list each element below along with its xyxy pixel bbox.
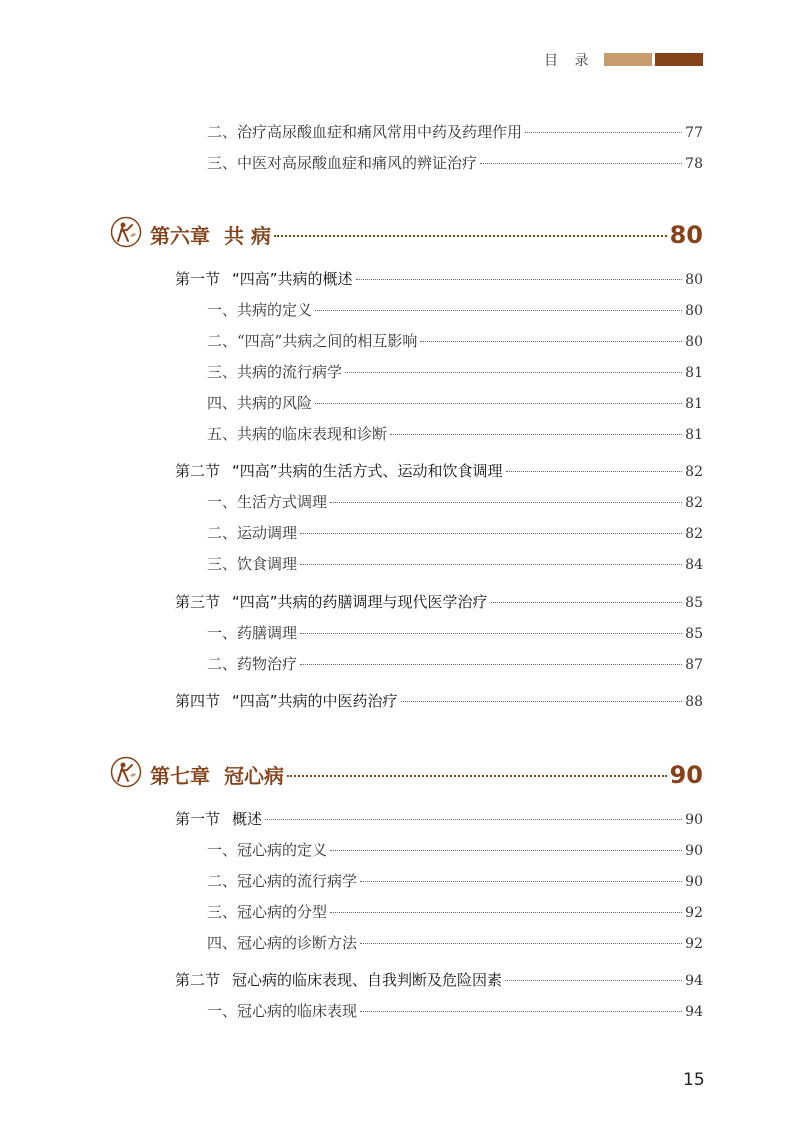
section-entry[interactable]: 第二节 “四高”共病的生活方式、运动和饮食调理 82 — [175, 462, 703, 480]
toc-entry[interactable]: 四、冠心病的诊断方法 92 — [207, 934, 703, 952]
toc-entry[interactable]: 一、共病的定义 80 — [207, 301, 703, 319]
section-entry[interactable]: 第三节 “四高”共病的药膳调理与现代医学治疗 85 — [175, 593, 703, 611]
toc-entry[interactable]: 二、冠心病的流行病学 90 — [207, 872, 703, 890]
header-label: 目 录 — [544, 53, 595, 69]
herb-gatherer-emblem-icon — [110, 216, 142, 248]
toc-entry[interactable]: 五、共病的临床表现和诊断 81 — [207, 425, 703, 443]
toc-entry[interactable]: 四、共病的风险 81 — [207, 394, 703, 412]
toc-entry[interactable]: 二、治疗高尿酸血症和痛风常用中药及药理作用 77 — [207, 123, 703, 141]
header-bar-dark — [655, 53, 703, 66]
chapter-page: 80 — [669, 221, 703, 249]
chapter-page: 90 — [669, 761, 703, 789]
section-entry[interactable]: 第四节 “四高”共病的中医药治疗 88 — [175, 692, 703, 710]
toc-entry[interactable]: 一、冠心病的临床表现 94 — [207, 1002, 703, 1020]
toc-entry[interactable]: 一、药膳调理 85 — [207, 624, 703, 642]
toc-entry[interactable]: 一、生活方式调理 82 — [207, 493, 703, 511]
running-header — [0, 48, 800, 72]
toc-entry[interactable]: 三、共病的流行病学 81 — [207, 363, 703, 381]
header-bar-light — [604, 53, 652, 66]
page-number: 15 — [683, 1070, 705, 1090]
chapter-number: 第七章 — [150, 764, 210, 788]
chapter-title: 共 病 — [224, 224, 271, 248]
toc-entry[interactable]: 三、中医对高尿酸血症和痛风的辨证治疗 78 — [207, 154, 703, 172]
toc-entry[interactable]: 三、冠心病的分型 92 — [207, 903, 703, 921]
section-entry[interactable]: 第一节 概述 90 — [175, 810, 703, 828]
chapter-title: 冠心病 — [224, 764, 284, 788]
toc-entry[interactable]: 三、饮食调理 84 — [207, 555, 703, 573]
section-entry[interactable]: 第一节 “四高”共病的概述 80 — [175, 270, 703, 288]
toc-entry[interactable]: 二、药物治疗 87 — [207, 655, 703, 673]
chapter-heading[interactable] — [150, 760, 703, 789]
herb-gatherer-emblem-icon — [110, 756, 142, 788]
toc-entry[interactable]: 二、运动调理 82 — [207, 524, 703, 542]
chapter-number: 第六章 — [150, 224, 210, 248]
toc-entry[interactable]: 二、“四高”共病之间的相互影响 80 — [207, 332, 703, 350]
chapter-heading[interactable] — [150, 220, 703, 249]
toc-entry[interactable]: 一、冠心病的定义 90 — [207, 841, 703, 859]
section-entry[interactable]: 第二节 冠心病的临床表现、自我判断及危险因素 94 — [175, 971, 703, 989]
